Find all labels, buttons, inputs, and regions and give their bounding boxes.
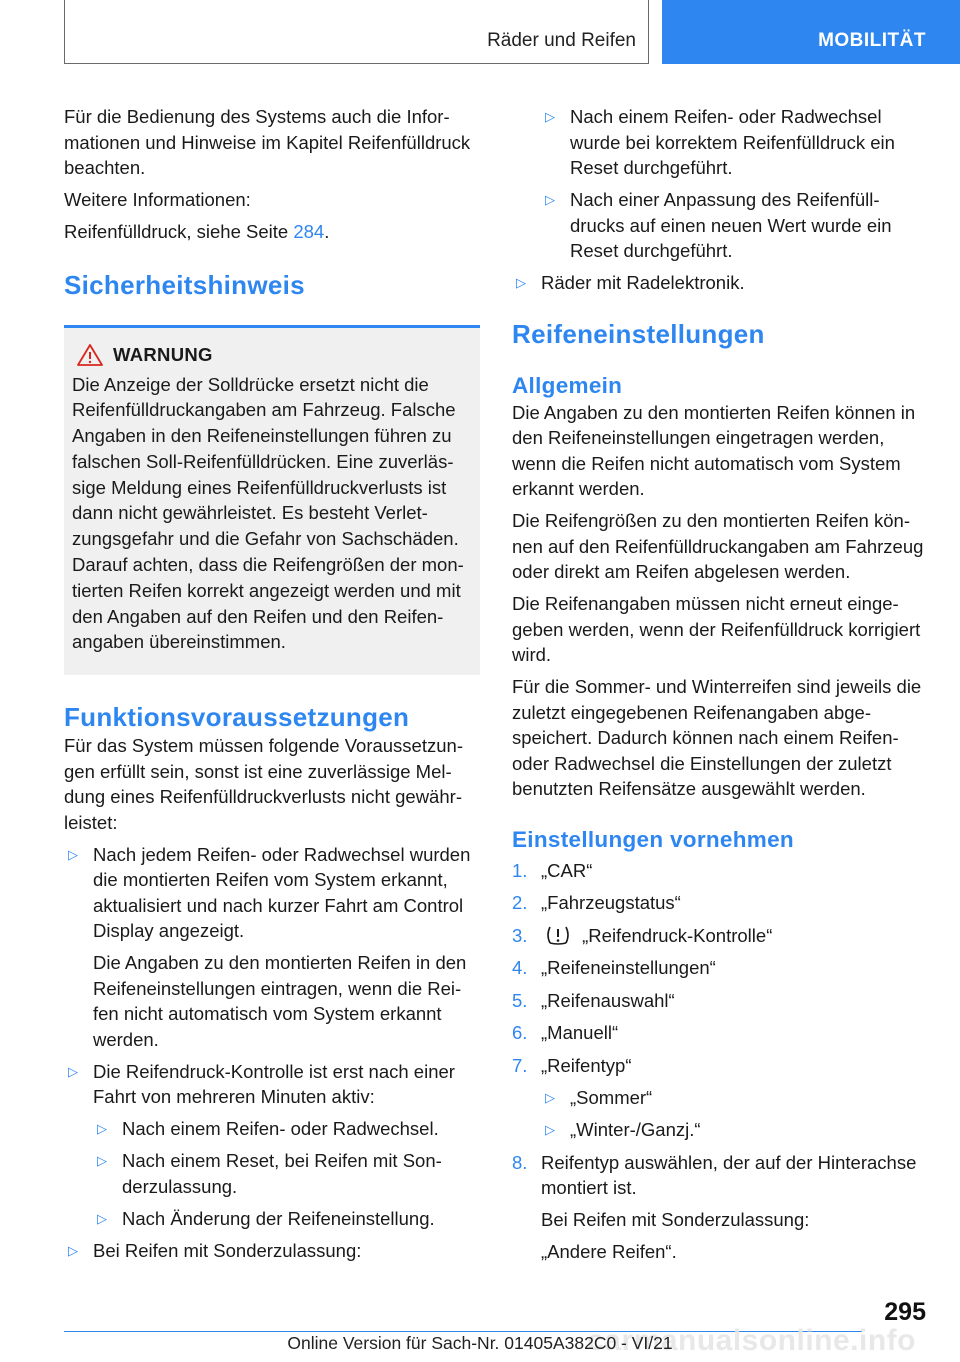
list-item-text: Bei Reifen mit Sonderzulassung: — [93, 1239, 362, 1261]
sub-list-item — [93, 1206, 480, 1232]
sub-list-item — [93, 1116, 480, 1142]
safety-heading: Sicherheitshinweis — [64, 269, 305, 300]
left-column — [64, 104, 480, 1270]
sub-list-item-text: Nach einem Reifen- oder Radwechsel wurde bei korrektem Reifenfülldruck ein Reset durchgeführt. — [570, 106, 895, 178]
sub-list-item-text: „Winter-/Ganzj.“ — [570, 1119, 701, 1140]
tire-pressure-warning-icon — [543, 924, 573, 946]
list-item — [64, 842, 480, 1053]
sub-list-item-text: Nach einer Anpassung des Reifenfülldrucks auf einen neuen Wert wurde ein Reset durchgeführt. — [570, 189, 892, 261]
step-number: 6. — [512, 1022, 528, 1043]
header-section-title: Räder und Reifen — [487, 30, 636, 51]
page-link[interactable]: 284 — [293, 221, 325, 242]
bullet-triangle-icon: ▷ — [516, 275, 526, 290]
general-paragraph: Die Angaben zu den montierten Reifen können in den Reifeneinstellungen eingetragen werden, wenn die Reifen nicht automatisch vom System erkannt werden. — [512, 401, 916, 499]
step-item — [512, 1020, 926, 1046]
bullet-triangle-icon: ▷ — [97, 1121, 107, 1137]
more-info-label: Weitere Informationen: — [64, 189, 251, 210]
general-heading: Allgemein — [512, 372, 623, 398]
step-note-value: „Andere Reifen“. — [541, 1241, 677, 1262]
bullet-triangle-icon: ▷ — [545, 1122, 555, 1137]
warning-title: WARNUNG — [113, 343, 213, 365]
bullet-triangle-icon: ▷ — [545, 1090, 555, 1105]
step-text: „Fahrzeugstatus“ — [541, 892, 681, 913]
watermark: carmanualsonline.info — [587, 1324, 916, 1357]
sub-list-item — [512, 187, 926, 264]
page-number: 295 — [884, 1298, 926, 1326]
step-item — [512, 955, 926, 981]
step-number: 4. — [512, 957, 528, 978]
step-number: 3. — [512, 924, 528, 946]
sub-list-item-text: „Sommer“ — [570, 1087, 653, 1108]
list-item — [64, 1238, 480, 1264]
warning-box — [64, 325, 480, 676]
list-item — [512, 270, 926, 296]
header-section-box — [64, 0, 649, 64]
general-paragraph: Für die Sommer- und Winterreifen sind jeweils die zuletzt eingegebenen Reifenangaben abgespeichert. Dadurch können nach einem Reifen- oder Radwechsel die Einstellungen der zuletzt benutzten Reifensätze ausgewählt werden. — [512, 676, 922, 799]
step-number: 1. — [512, 859, 528, 881]
intro-paragraph: Für die Bedienung des Systems auch die Informationen und Hinweise im Kapitel Reifenfülldruck beachten. — [64, 106, 471, 178]
reference-text: Reifenfülldruck, siehe Seite — [64, 221, 294, 242]
sub-list-item — [512, 104, 926, 181]
list-item-note: Die Angaben zu den montierten Reifen in den Reifeneinstellungen eintragen, wenn die Reifen nicht automatisch vom System erkannt werden. — [93, 952, 467, 1050]
general-paragraph: Die Reifenangaben müssen nicht erneut eingegeben werden, wenn der Reifenfülldruck korrigiert wird. — [512, 593, 921, 665]
footer-text: Online Version für Sach-Nr. 01405A382C0 - VI/21 — [287, 1333, 673, 1353]
bullet-triangle-icon: ▷ — [68, 846, 78, 862]
step-number: 2. — [512, 892, 528, 913]
sub-list-item-text: Nach Änderung der Reifeneinstellung. — [122, 1207, 435, 1229]
step-text: „Reifendruck-Kontrolle“ — [582, 924, 773, 946]
general-paragraph: Die Reifengrößen zu den montierten Reifen können auf den Reifenfülldruckangaben am Fahrzeug oder direkt am Reifen abgelesen werden. — [512, 510, 924, 582]
functional-requirements-heading: Funktionsvoraussetzungen — [64, 702, 410, 733]
bullet-triangle-icon: ▷ — [97, 1210, 107, 1226]
step-item — [512, 858, 926, 884]
header-chapter-tab[interactable] — [662, 0, 960, 64]
bullet-triangle-icon: ▷ — [545, 192, 555, 207]
step-number: 8. — [512, 1151, 528, 1173]
right-column — [512, 104, 926, 1272]
step-text: „Manuell“ — [541, 1022, 619, 1043]
reference-end: . — [324, 221, 330, 242]
bullet-triangle-icon: ▷ — [545, 109, 555, 124]
step-text: „CAR“ — [541, 859, 593, 881]
list-item-text: Nach jedem Reifen- oder Radwechsel wurden die montierten Reifen vom System erkannt, aktualisiert und nach kurzer Fahrt am Control Display angezeigt. — [93, 843, 471, 942]
step-text: „Reifeneinstellungen“ — [541, 957, 716, 978]
reference-line — [64, 219, 480, 245]
step-text: „Reifentyp“ — [541, 1054, 632, 1076]
warning-triangle-icon — [72, 343, 108, 367]
sub-list-item — [93, 1148, 480, 1199]
step-text: „Reifenauswahl“ — [541, 989, 675, 1011]
list-item-text: Die Reifendruck-Kontrolle ist erst nach einer Fahrt von mehreren Minuten aktiv: — [93, 1060, 455, 1108]
functional-intro: Für das System müssen folgende Voraussetzungen erfüllt sein, sonst ist eine zuverlässige Meldung eines Reifenfülldruckverlusts nicht gewährleistet: — [64, 735, 463, 833]
warning-body: Die Anzeige der Solldrücke ersetzt nicht die Reifenfülldruckangaben am Fahrzeug. Falsche Angaben in den Reifeneinstellungen führen zu falschen Soll-Reifenfülldrücken. Eine zuverlässige Meldung eines Reifenfülldruckverlusts ist dann nicht gewährleistet. Es besteht Verletzungsgefahr und die Gefahr von Sachschäden. Darauf achten, dass die Reifengrößen der montierten Reifen korrekt angezeigt werden und mit den Angaben auf den Reifen und den Reifenangaben übereinstimmen. — [72, 373, 464, 653]
step-text: Reifentyp auswählen, der auf der Hinterachse montiert ist. — [541, 1151, 917, 1198]
make-settings-heading: Einstellungen vornehmen — [512, 826, 794, 852]
step-item — [512, 1150, 926, 1265]
step-note: Bei Reifen mit Sonderzulassung: — [541, 1209, 810, 1230]
warning-header — [72, 342, 472, 368]
step-number: 5. — [512, 989, 528, 1011]
sub-list-item-text: Nach einem Reifen- oder Radwechsel. — [122, 1118, 439, 1140]
tire-settings-heading: Reifeneinstellungen — [512, 318, 765, 349]
step-item — [512, 1053, 926, 1143]
list-item-text: Räder mit Radelektronik. — [541, 272, 745, 293]
step-item — [512, 890, 926, 916]
bullet-triangle-icon: ▷ — [68, 1242, 78, 1258]
step-item — [512, 988, 926, 1014]
step-number: 7. — [512, 1054, 528, 1076]
bullet-triangle-icon: ▷ — [68, 1063, 78, 1079]
sub-list-item-text: Nach einem Reset, bei Reifen mit Sonderzulassung. — [122, 1150, 442, 1197]
sub-list-item — [541, 1085, 926, 1111]
sub-list-item — [541, 1117, 926, 1143]
list-item — [64, 1059, 480, 1232]
header-chapter-label: MOBILITÄT — [818, 30, 926, 51]
bullet-triangle-icon: ▷ — [97, 1153, 107, 1169]
step-item — [512, 923, 926, 949]
